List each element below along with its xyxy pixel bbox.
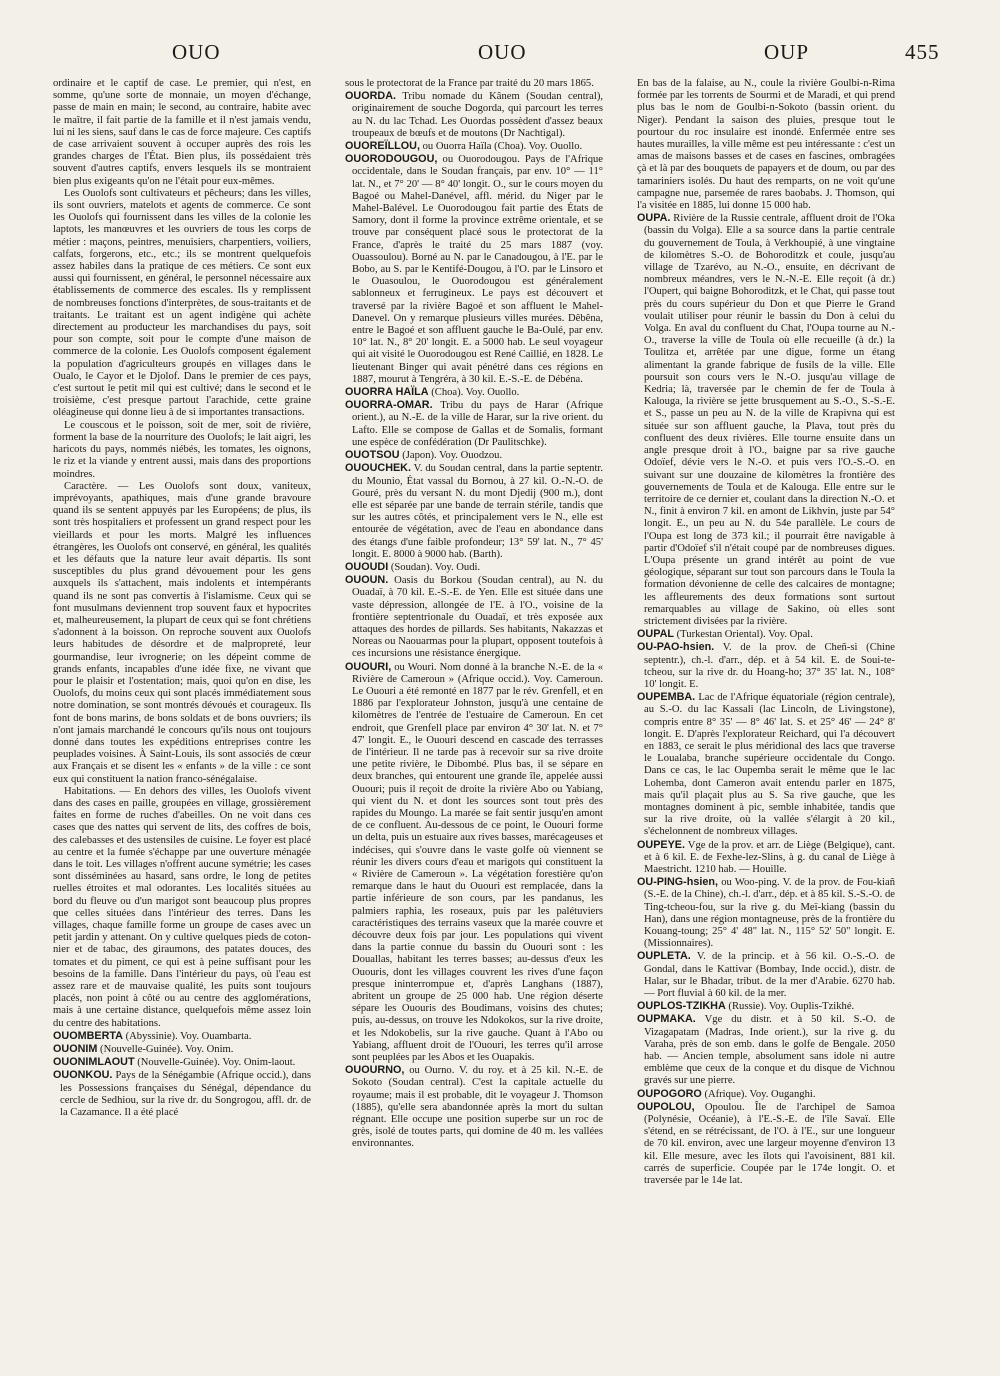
entry-text: Tribu nomade du Kânem (Soudan central), originairement de souche Dogorda, qui parcourt les terres au N. du lac Tchad. Les Ouordas possèdent d'assez beaux troupeaux de bœufs et de moutons (Dr Nachtigal).	[352, 91, 603, 139]
dictionary-entry	[637, 1101, 895, 1187]
entry-text: (Russie). Voy. Ouplis-Tzikhé.	[725, 1001, 855, 1013]
entry-text: Vge de la prov. et arr. de Liège (Belgique), cant. et à 6 kil. E. de Fexhe-lez-Slins, à g. du canal de Liège à Maestricht. 1210 hab. — Houille.	[644, 839, 895, 875]
entry-text: V. de la prov. de Cheñ-si (Chine septentr.), ch.-l. d'arr., dép. et à 54 kil. E. de Soui-te-tcheou, sur la rive dr. du Hoang-ho; 37° 35' lat. N., 108° 10' longit. E.	[644, 642, 895, 690]
entry-text: ou Wouri. Nom donné à la branche N.-E. de la « Rivière de Cameroun » (Afrique occid.). Voy. Cameroun. Le Ououri a été remonté en 1877 par le rév. Grenfell, et en 1886 par l'explorateur Johnston, jusqu'à une centaine de kilomètres de l'entrée de l'estuaire de Cameroun. En cet endroit, que Grenfell place par environ 4° 30' lat. N. et 7° 47' longit. E., le Ououri descend en cascade des terrasses de l'intérieur. Il ne tarde pas à recevoir sur sa rive droite une petite rivière, le Dibombé. Plus bas, il se sépare en deux branches, qui entourent une grande île, appelée aussi Ououri; puis il reçoit de droite la rivière Abo ou Yabiang, qui vient du N. et dont les sources sont tout près des rapides du Moungo. La marée se fait sentir jusqu'en amont de ce confluent. Au-dessous de ce point, le Ououri forme un delta, puis un estuaire aux rives basses, marécageuses et indécises, qui s'ouvre dans le vaste golfe où viennent se réunir les divers cours d'eau et marigots qui constituent la « Rivière de Cameroun ». La végétation forestière qu'on remarque dans le haut du Ououri est remplacée, dans la partie inférieure de son cours, par les pandanus, les palmiers raphia, les roseaux, puis par les palétuviers caractéristiques des terrains vaseux que la marée couvre et découvre deux fois par jour. Les populations qui vivent dans la partie connue du bassin du Ououri sont : les Douallas, habitant les terres basses; au-dessus d'eux les Ououris, dont les villages couvrent les rives d'une façon presque ininterrompue et, d'après Langhans (1887), abritent un groupe de 25 000 hab. Une région déserte sépare les Ououris des Boudimans, voisins des chutes; puis, au-dessus, on trouve les Ndokokos, sur la rive droite, et les Ndokobelis, sur la rive gauche. Quant à l'Abo ou Yabiang, affluent droit de l'Ououri, les terres qu'il arrose sont peuplées par les Abos et les Ouapakis.	[352, 661, 603, 1064]
body-paragraph: Habitations. — En dehors des villes, les Ouolofs vivent dans des cases en paille, groupées en village, grossièrement faites en forme de ruches d'abeilles. On ne voit dans ces cases que des nattes qui servent de lits, des coffres de bois, des calebasses et des ustensiles de cuisine. Le foyer est placé au centre et la fumée s'échappe par une ouverture ménagée dans le toit. Les villages n'offrent aucune symétrie; les cases sont disséminées au hasard, sans ordre, le long de petites ruelles étroites et mal odorantes. Les localités situées au bord du fleuve ou d'un marigot sont beaucoup plus propres que celles situées dans l'intérieur des terres. Dans les villages, chaque famille forme un groupe de cases avec un petit jardin y attenant. On y cultive quelques pieds de coton-nier et de tabac, des giraumons, des patates douces, des tomates et du piment, ce qui est à peine suffisant pour les besoins de la famille. Dans l'intérieur du pays, où l'eau est assez rare et de mauvaise qualité, les puits sont toujours placés, non point à côté ou au centre des agglomérations, mais à une certaine distance, quelquefois même assez loin du centre des habitations.	[53, 785, 311, 1029]
dictionary-entry	[637, 691, 895, 838]
entry-headword: OUPLOS-TZIKHA	[637, 1000, 726, 1013]
dictionary-entry	[637, 876, 895, 950]
running-header	[0, 40, 1000, 80]
entry-headword: OUPA.	[637, 212, 671, 225]
text-column-2	[345, 78, 603, 1343]
entry-headword: OUORDA.	[345, 90, 396, 103]
entry-headword: OUOUDI	[345, 560, 389, 573]
dictionary-entry	[345, 399, 603, 449]
entry-text: (Japon). Voy. Ouodzou.	[399, 450, 503, 462]
entry-headword: OU-PING-hsien,	[637, 876, 718, 889]
dictionary-entry	[637, 212, 895, 628]
dictionary-entry	[345, 574, 603, 660]
entry-headword: OUOURNO,	[345, 1064, 405, 1077]
entry-headword: OUPOGORO	[637, 1087, 702, 1100]
entry-headword: OUORRA HAÏLA	[345, 386, 429, 399]
dictionary-entry	[345, 661, 603, 1065]
entry-headword: OUORRA-OMAR.	[345, 399, 433, 412]
header-left-word: OUO	[172, 40, 221, 64]
body-paragraph: Le couscous et le poisson, soit de mer, soit de rivière, forment la base de la nourriture des Ouolofs; le lait aigri, les haricots du pays, nommés niébés, les tomates, les oignons, le riz et la viande y entrent aussi, mais dans des proportions moindres.	[53, 419, 311, 480]
dictionary-entry	[345, 140, 603, 153]
entry-headword: OUOMBERTA	[53, 1029, 123, 1042]
dictionary-entry	[53, 1030, 311, 1043]
entry-headword: OUONIM	[53, 1043, 98, 1056]
entry-text: ou Woo-ping. V. de la prov. de Fou-kiañ (S.-E. de la Chine), ch.-l. d'arr., dép. et à 85 kil. S.-S.-O. de Ting-tcheou-fou, sur la rive g. du Meï-kiang (bassin du Han), dans une région montagneuse, près de la frontière du Kouang-toung; 25° 4' 48" lat. N., 115° 52' 50" longit. E. (Missionnaires).	[644, 877, 895, 950]
body-paragraph: En bas de la falaise, au N., coule la rivière Goulbi-n-Rima formée par les torrents de Sourmi et de Maradi, et qui prend plus bas le nom de Goulbi-n-Sokoto (bassin orient. du Niger). Pendant la saison des pluies, presque tout le pourtour du roc insulaire est inondé. Enfermée entre ses hautes murailles, la ville même est peu intéressante : c'est un amas de maisons basses et de cases en fascines, ombragées çà et là par des bouquets de papayers et de doum, ou par des tamariniers isolés. Du haut des remparts, on ne voit qu'une campagne nue, parsemée de rares baobabs. J. Thomson, qui l'a visitée en 1885, lui donne 15 000 hab.	[637, 78, 895, 212]
dictionary-entry	[637, 950, 895, 1000]
body-paragraph: sous le protectorat de la France par traité du 20 mars 1865.	[345, 78, 594, 89]
dictionary-entry	[345, 90, 603, 140]
entry-text: V. du Soudan central, dans la partie septentr. du Mounio, État vassal du Bornou, à 27 kil. O.-N.-O. de Gouré, près du versant N. du mont Djedij (900 m.), dont elle est séparée par une bande de terrain stérile, tandis que sur les autres côtés, et principalement vers le N., elle est entourée de végétation, avec de l'eau en abondance dans des étangs d'une faible profondeur; 13° 59' lat. N., 7° 45' longit. E. 8000 à 9000 hab. (Barth).	[352, 463, 603, 560]
header-center-word: OUO	[478, 40, 527, 64]
dictionary-entry	[637, 1000, 895, 1013]
entry-text: Tribu du pays de Harar (Afrique orient.), au N.-E. de la ville de Harar, sur la rive orient. du Lafto. Elle se compose de Gallas et de Somalis, formant une espèce de confédération (Dr Paulitschke).	[352, 400, 603, 448]
dictionary-entry	[637, 839, 895, 877]
entry-headword: OUONIMLAOUT	[53, 1056, 135, 1069]
entry-headword: OUPMAKA.	[637, 1013, 696, 1026]
text-column-1	[53, 78, 311, 1343]
entry-headword: OUOTSOU	[345, 449, 400, 462]
text-column-3	[637, 78, 895, 1343]
dictionary-entry	[345, 1064, 603, 1150]
dictionary-entry	[53, 1069, 311, 1119]
entry-headword: OUORODOUGOU,	[345, 153, 438, 166]
entry-headword: OU-PAO-hsien.	[637, 641, 715, 654]
entry-headword: OUPEMBA.	[637, 691, 696, 704]
entry-text: Opoulou. Île de l'archipel de Samoa (Polynésie, Océanie), à l'E.-S.-E. de l'île Savaï. Elle s'étend, en se rétrécissant, de l'O. à l'E., sur une longueur de 70 kil. environ, avec une largeur moyenne d'environ 13 kil. Elle mesure, avec les îlots qui l'avoisinent, 881 kil. carrés de superficie. Coupée par le 174e longit. O. et traversée par le 14e lat.	[644, 1101, 895, 1187]
entry-text: ou Ouorodougou. Pays de l'Afrique occidentale, dans le Soudan français, par env. 10° — 11° lat. N., et 7° 20' — 8° 40' longit. O., sur le cours moyen du Bagoé ou Mahel-Danével, affl. mérid. du Niger par le Mahel-Balével. Le Ouorodougou fait partie des États de Samory, dont il forme la province extrême orientale, et se trouve par conséquent placé sous le protectorat de la France, d'après le traité du 25 mars 1887 (voy. Ouassoulou). Borné au N. par le Canadougou, à l'E. par le Bobo, au S. par le Kentifé-Dougou, à l'O. par le Linsoro et le Ouasoulou, le Ouorodougou est généralement sablonneux et ferrugineux. Le pays est découvert et traversé par la rivière Bagoé et son affluent le Mahel-Danevel. On y remarque plusieurs villes murées. Dêbêna, entre le Bagoé et son affluent gauche le Ba-Oulé, par env. 10° lat. N., 8° 20' longit. E. a 5000 hab. Le seul voyageur qui ait visité le Ouorodougou est René Caillié, en 1828. Le lieutenant Binger qui avait pénétré dans ces régions en 1887, mourut à Tengréra, à 30 kil. E.-S.-E. de Débéna.	[352, 154, 603, 385]
entry-text: Vge du distr. et à 50 kil. S.-O. de Vizagapatam (Madras, Inde orient.), sur la rive g. du Varaha, près de son emb. dans le golfe de Bengale. 2050 hab. — Ancien temple, absolument sans idole ni autre emblème que ceux de la conque et du disque de Vichnou gravés sur une pierre.	[644, 1014, 895, 1087]
entry-text: (Nouvelle-Guinée). Voy. Onim-laout.	[134, 1057, 296, 1069]
entry-text: V. de la princip. et à 56 kil. O.-S.-O. de Gondal, dans le Kattivar (Bombay, Inde occid.), distr. de Halar, sur le Bhadar, tribut. de la mer d'Arabie. 6270 hab. — Port fluvial à 60 kil. de la mer.	[644, 951, 895, 1000]
dictionary-entry	[345, 386, 603, 399]
page-number: 455	[905, 40, 940, 64]
entry-text: Lac de l'Afrique équatoriale (région centrale), au S.-O. du lac Kassali (lac Lincoln, de Livingstone), compris entre 8° 35' — 8° 46' lat. S. et 25° 46' — 24° 8' longit. E. D'après l'explorateur Reichard, qui l'a découvert en 1883, ce serait le plus méridional des lacs que traverse le Loualaba, branche supérieure occidentale du Congo. Dans ce cas, le lac Oupemba serait le même que le lac Lohemba, dont Cameron avait entendu parler en 1875, mais qu'il plaçait plus au S. Sa rive gauche, que les montagnes dominent à pic, semble inhabitée, tandis que sur la rive droite, où la vallée s'élargit à 20 kil., s'échelonnent de nombreux villages.	[644, 692, 895, 838]
entry-headword: OUOUN.	[345, 574, 389, 587]
body-paragraph: Les Ouolofs sont cultivateurs et pêcheurs; dans les villes, ils sont ouvriers, matelots et agents de commerce. Ce sont les Ouolofs qui fournissent dans les villes de la colonie les laptots, les manœuvres et les ouvriers de tous les corps de métier : maçons, peintres, menuisiers, charpentiers, voiliers, calfats, forgerons, etc., etc.; ils se montrent quelquefois assez habiles dans la pratique de ces métiers. Ce sont eux aussi qui fournissent, en général, le personnel nécessaire aux établissements de commerce des escales. Ils y remplissent de nombreuses fonctions d'interprètes, de sous-traitants et de traitants. Le traitant est un agent indigène qui achète directement au producteur les marchandises du pays, soit pour son compte, soit pour le compte d'une maison de commerce de la colonie. Les Ouolofs composent également la population d'agriculteurs groupés en villages dans le Oualo, le Cayor et le Djolof. Dans le premier de ces pays, c'est surtout le petit mil qui est cultivé; dans le second et le troisième, c'est presque partout l'arachide, cette graine oléagineuse qui donne lieu à de si importantes transactions.	[53, 187, 311, 419]
dictionary-entry	[637, 628, 895, 641]
entry-text: ou Ourno. V. du roy. et à 25 kil. N.-E. de Sokoto (Soudan central). C'est la capitale actuelle du royaume; mais il est probable, dit le voyageur J. Thomson (1885), qu'elle sera abandonnée après la mort du sultan régnant. Elle occupe une position superbe sur un roc de grès, isolé de toutes parts, qui domine de 40 m. les vallées environnantes.	[352, 1065, 603, 1150]
dictionary-entry	[53, 1043, 311, 1056]
dictionary-entry	[637, 1013, 895, 1087]
dictionary-entry	[637, 1088, 895, 1101]
entry-text: (Nouvelle-Guinée). Voy. Onim.	[97, 1044, 234, 1056]
entry-text: (Abyssinie). Voy. Ouambarta.	[122, 1030, 252, 1042]
dictionary-entry	[637, 641, 895, 691]
entry-headword: OUPAL	[637, 628, 674, 641]
dictionary-entry	[345, 449, 603, 462]
entry-headword: OUPLETA.	[637, 950, 691, 963]
entry-headword: OUOURI,	[345, 660, 392, 673]
entry-text: ou Ouorra Haïla (Choa). Voy. Ouollo.	[419, 141, 583, 153]
entry-headword: OUOUCHEK.	[345, 462, 411, 475]
dictionary-entry	[345, 153, 603, 386]
entry-headword: OUOREÏLLOU,	[345, 140, 420, 153]
entry-text: Rivière de la Russie centrale, affluent droit de l'Oka (bassin du Volga). Elle a sa source dans la partie centrale du gouvernement de Toula, à Verkhoupié, à une vingtaine de kilomètres S.-O. de Bohoroditzk et coule, jusqu'au village de Tzarévo, au N.-O., ensuite, en décrivant de nombreux méandres, vers le N.-N.-E. Elle reçoit (à dr.) l'Oupert, qui baigne Bohoroditzk, et le Chat, qui passe tout près du cours supérieur du Don et que Pierre le Grand voulait utiliser pour réunir le bassin du Don à celui du Volga. En aval du confluent du Chat, l'Oupa tourne au N.-O., traverse la ville de Toula où elle recueille (à dr.) la Toulitza et, arrêtée par une digue, forme un étang alimentant la grande fabrique de fusils de la ville. Elle poursuit son cours vers le N.-O. jusqu'au village de Kedria; là, traversée par le chemin de fer de Toula à Kalouga, la rivière se jette brusquement au S.-O., S.-S.-E. et S., passe un peu au N. de la ville de Krapivna qui est située sur son affluent gauche, la Plava, tout près du confluent des deux rivières. Elle tourne ensuite dans un angle presque droit à l'O., baigne par sa rive gauche Odoïef, dévie vers le N.-O. et puis vers l'O.-S.-O. en suivant sur une douzaine de kilomètres la frontière des gouvernements de Toula et de Kalouga. Elle entre sur le territoire de ce dernier et, coulant dans la direction N.-O. et N., finit à environ 7 kil. en amont de Likhvin, juste par 54° longit. E., un peu au N. du 54e parallèle. Le cours de l'Oupa est long de 373 kil.; il pourrait être navigable à partir d'Odoïef s'il n'était coupé par de nombreuses digues. L'Oupa présente un grand intérêt au point de vue géologique, séparant sur tout son parcours dans le Toula la formation dévonienne de celle des calcaires de montagne; les affleurements des deux formations sont surtout remarquables au village de Sakino, où elles sont strictement divisées par la rivière.	[644, 213, 895, 627]
entry-headword: OUPEYE.	[637, 838, 686, 851]
entry-headword: OUONKOU.	[53, 1069, 113, 1082]
entry-text: (Turkestan Oriental). Voy. Opal.	[674, 629, 813, 641]
dictionary-entry	[53, 1056, 311, 1069]
entry-text: Oasis du Borkou (Soudan central), au N. du Ouadaï, à 70 kil. E.-S.-E. de Yen. Elle est située dans une vaste dépression, allongée de l'E. à l'O., voisine de la frontière septentrionale du Ouadaï, et très exposée aux attaques des hordes de pillards. Ses habitants, Nakazzas et Noreas ou Naouarmas pour la plupart, opposent toutefois à ces incursions une résistance énergique.	[352, 575, 603, 660]
body-paragraph: Caractère. — Les Ouolofs sont doux, vaniteux, imprévoyants, apathiques, mais d'une grande bravoure quand ils se sentent appuyés par les Européens; de plus, ils sont très hospitaliers et professent un grand respect pour les vieillards et pour les morts. Malgré les influences étrangères, les Ouolofs ont conservé, en général, les qualités et les défauts que la nature leur avait départis. Ils sont susceptibles du plus grand dévouement pour les gens auxquels ils s'attachent, mais indolents et intempérants quand ils ne sont pas convertis à l'islamisme. Ceux qui se font musulmans deviennent trop souvent faux et hypocrites et, malheureusement, la plupart de ceux qui se font chrétiens s'adonnent à la boisson. On reproche souvent aux Ouolofs leurs habitudes de désordre et de malpropreté, leur gourmandise, leur ivrognerie; on les dépeint comme de grands enfants, incapables d'une idée fixe, ne vivant que pour le plaisir et l'ostentation; mais, quoi qu'on en dise, les Ouolofs, du moins ceux qui sont placés immédiatement sous notre domination, se sont montrés dévoués et courageux. Ils font de bons marins, de bons soldats et de bons ouvriers; ils n'ont jamais marchandé le concours qu'ils nous ont toujours donné dans toutes les expéditions entreprises contre les peuplades voisines. À Saint-Louis, ils sont associés de cœur aux Français et se disent les « enfants » de la ville : ce sont eux qui constituent la nation franco-sénégalaise.	[53, 480, 311, 785]
dictionary-entry	[345, 561, 603, 574]
entry-text: (Afrique). Voy. Ouganghi.	[701, 1088, 816, 1100]
entry-text: (Choa). Voy. Ouollo.	[428, 387, 520, 399]
dictionary-entry	[345, 462, 603, 561]
entry-text: Pays de la Sénégambie (Afrique occid.), dans les Possessions françaises du Sénégal, dépendance du cercle de Sedhiou, sur la rive dr. du Songrogou, affl. dr. de la Cazamance. Il a été placé	[60, 1070, 311, 1119]
header-right-word: OUP	[764, 40, 810, 64]
entry-text: (Soudan). Voy. Oudi.	[388, 561, 481, 573]
body-paragraph: ordinaire et le captif de case. Le premier, qui n'est, en somme, qu'une sorte de monnaie, un moyen d'échange, passe de main en main; le second, au contraire, habite avec le maître, il fait partie de la famille et il n'est jamais vendu, lui ni les siens, sauf dans le cas de force majeure. Ces captifs de case arrivaient souvent à occuper auprès des rois les grandes charges de l'État. Bien plus, ils possédaient très souvent d'autres captifs, envers lesquels ils se montraient bien plus exigeants qu'on ne l'était pour eux-mêmes.	[53, 78, 311, 187]
entry-headword: OUPOLOU,	[637, 1100, 695, 1113]
